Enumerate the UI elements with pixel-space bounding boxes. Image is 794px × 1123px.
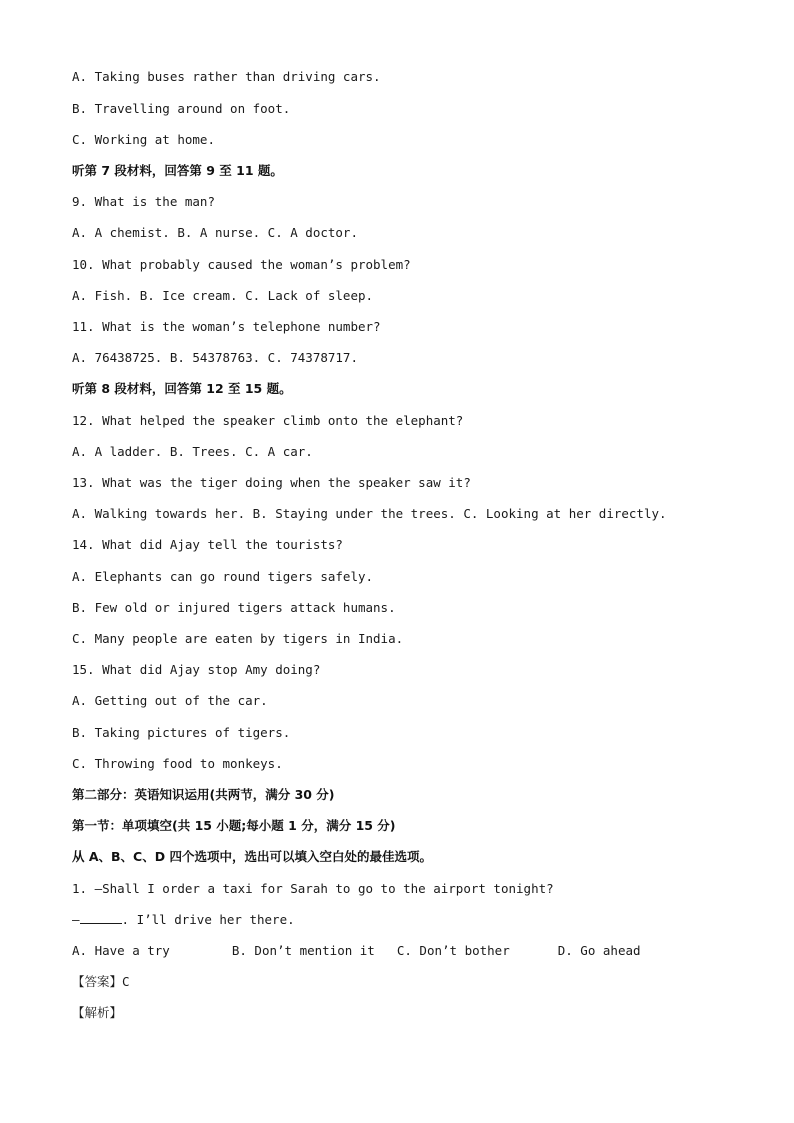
option-line: B. Taking pictures of tigers. [72,725,291,740]
dialogue-text: . I’ll drive her there. [121,912,295,927]
answer-value: C [122,974,130,989]
question-line: 11. What is the woman’s telephone number? [72,319,381,334]
dash: — [72,912,80,927]
question-line: 14. What did Ajay tell the tourists? [72,537,343,552]
option-c: C. Don’t bother [396,943,510,958]
option-line: C. Many people are eaten by tigers in India. [72,631,404,646]
question-line: 10. What probably caused the woman’s problem? [72,257,411,272]
analysis-line [72,1005,122,1021]
answer-tag: 【答案】 [72,974,123,989]
option-line: A. A chemist. B. A nurse. C. A doctor. [72,225,358,240]
option-a: A. Have a try [72,943,170,958]
option-line: B. Travelling around on foot. [72,101,291,116]
option-line: A. Taking buses rather than driving cars. [72,69,381,84]
question-line: 15. What did Ajay stop Amy doing? [72,662,321,677]
option-line: A. Elephants can go round tigers safely. [72,569,374,584]
fill-blank [80,912,122,924]
option-line: B. Few old or injured tigers attack humans. [72,600,396,615]
analysis-tag: 【解析】 [72,1005,123,1020]
option-line: C. Working at home. [72,132,215,147]
option-line: A. A ladder. B. Trees. C. A car. [72,444,313,459]
option-line: A. 76438725. B. 54378763. C. 74378717. [72,350,358,365]
option-b: B. Don’t mention it [231,943,375,958]
answer-line [72,974,130,990]
option-d: D. Go ahead [557,943,641,958]
section-instruction: 听第 8 段材料，回答第 12 至 15 题。 [72,381,292,396]
options-line [72,943,641,959]
option-line: A. Fish. B. Ice cream. C. Lack of sleep. [72,288,374,303]
question-line: 13. What was the tiger doing when the speaker saw it? [72,475,471,490]
option-line: A. Walking towards her. B. Staying under the trees. C. Looking at her directly. [72,506,667,521]
dialogue-blank-line [72,912,295,928]
option-line: A. Getting out of the car. [72,693,268,708]
question-line: 1. —Shall I order a taxi for Sarah to go to the airport tonight? [72,881,554,896]
section-heading: 第一节：单项填空(共 15 小题;每小题 1 分，满分 15 分) [72,818,396,833]
section-instruction: 听第 7 段材料，回答第 9 至 11 题。 [72,163,283,178]
question-line: 9. What is the man? [72,194,215,209]
question-line: 12. What helped the speaker climb onto the elephant? [72,413,464,428]
option-line: C. Throwing food to monkeys. [72,756,283,771]
section-instruction: 从 A、B、C、D 四个选项中，选出可以填入空白处的最佳选项。 [72,849,432,864]
part-heading: 第二部分：英语知识运用(共两节，满分 30 分) [72,787,335,802]
